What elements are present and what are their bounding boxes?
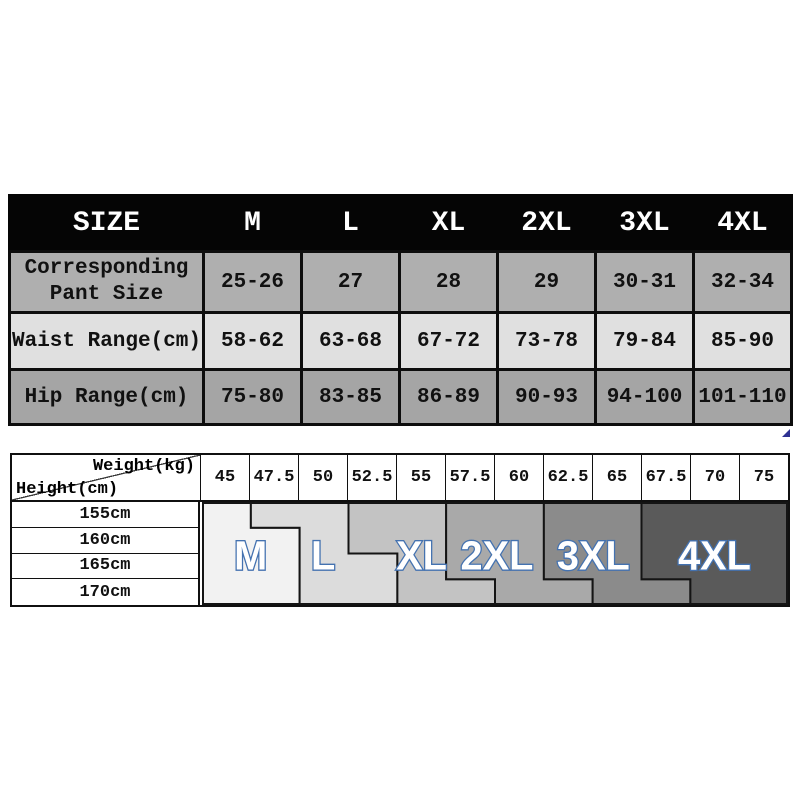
weight-col-header: 62.5 bbox=[543, 455, 592, 500]
weight-col-header: 50 bbox=[298, 455, 347, 500]
size-col-4xl: 4XL bbox=[694, 196, 792, 252]
height-row-header: 165cm bbox=[12, 554, 198, 580]
pant-size-value: 27 bbox=[302, 252, 400, 313]
size-col-xl: XL bbox=[400, 196, 498, 252]
size-header-cell: SIZE bbox=[10, 196, 204, 252]
height-row-header: 155cm bbox=[12, 502, 198, 528]
weight-col-header: 55 bbox=[396, 455, 445, 500]
waist-range-value: 85-90 bbox=[694, 313, 792, 370]
size-col-3xl: 3XL bbox=[596, 196, 694, 252]
pant-size-value: 32-34 bbox=[694, 252, 792, 313]
pant-size-label-line2: Pant Size bbox=[49, 283, 164, 306]
pant-size-value: 30-31 bbox=[596, 252, 694, 313]
pant-size-value: 25-26 bbox=[204, 252, 302, 313]
region-label-2xl: 2XL bbox=[460, 534, 534, 579]
size-col-l: L bbox=[302, 196, 400, 252]
hip-range-value: 101-110 bbox=[694, 370, 792, 425]
height-row-header: 170cm bbox=[79, 582, 131, 602]
weight-header-row bbox=[12, 455, 788, 502]
height-axis-label: Height(cm) bbox=[16, 480, 119, 499]
size-region-body bbox=[12, 502, 788, 605]
selection-corner-artifact bbox=[782, 429, 790, 437]
waist-range-value: 73-78 bbox=[498, 313, 596, 370]
weight-col-header: 52.5 bbox=[347, 455, 396, 500]
hip-range-value: 75-80 bbox=[204, 370, 302, 425]
hip-range-value: 90-93 bbox=[498, 370, 596, 425]
hip-range-row bbox=[10, 370, 792, 425]
region-label-4xl: 4XL bbox=[678, 534, 751, 579]
weight-col-header: 60 bbox=[494, 455, 543, 500]
pant-size-row-label bbox=[10, 252, 204, 313]
diagonal-header-cell bbox=[12, 455, 200, 500]
region-label-3xl: 3XL bbox=[556, 534, 630, 579]
region-label-xl: XL bbox=[396, 534, 447, 579]
pant-size-value: 28 bbox=[400, 252, 498, 313]
hip-range-value: 86-89 bbox=[400, 370, 498, 425]
weight-col-header: 75 bbox=[739, 455, 788, 500]
weight-col-header: 70 bbox=[690, 455, 739, 500]
waist-range-value: 79-84 bbox=[596, 313, 694, 370]
pant-size-label-line1: Corresponding bbox=[24, 256, 189, 280]
waist-range-row-label: Waist Range(cm) bbox=[10, 313, 204, 370]
waist-range-value: 63-68 bbox=[302, 313, 400, 370]
weight-col-header: 67.5 bbox=[641, 455, 690, 500]
weight-axis-label: Weight(kg) bbox=[92, 457, 195, 476]
waist-range-value: 67-72 bbox=[400, 313, 498, 370]
height-weight-size-table bbox=[10, 453, 790, 607]
weight-col-header: 57.5 bbox=[445, 455, 494, 500]
waist-range-value: 58-62 bbox=[204, 313, 302, 370]
pant-size-row bbox=[10, 252, 792, 313]
size-chart-table bbox=[8, 194, 793, 426]
size-col-m: M bbox=[204, 196, 302, 252]
weight-col-header: 47.5 bbox=[249, 455, 298, 500]
height-row-headers bbox=[12, 502, 200, 605]
size-col-2xl: 2XL bbox=[498, 196, 596, 252]
region-label-l: L bbox=[311, 534, 336, 579]
size-region-map bbox=[202, 502, 788, 605]
weight-col-header: 45 bbox=[200, 455, 249, 500]
hip-range-row-label: Hip Range(cm) bbox=[10, 370, 204, 425]
height-row-header: 160cm bbox=[12, 528, 198, 554]
weight-col-header: 65 bbox=[592, 455, 641, 500]
pant-size-value: 29 bbox=[498, 252, 596, 313]
size-table-header-row bbox=[10, 196, 792, 252]
hip-range-value: 83-85 bbox=[302, 370, 400, 425]
waist-range-row bbox=[10, 313, 792, 370]
hip-range-value: 94-100 bbox=[596, 370, 694, 425]
region-label-m: M bbox=[234, 534, 268, 579]
